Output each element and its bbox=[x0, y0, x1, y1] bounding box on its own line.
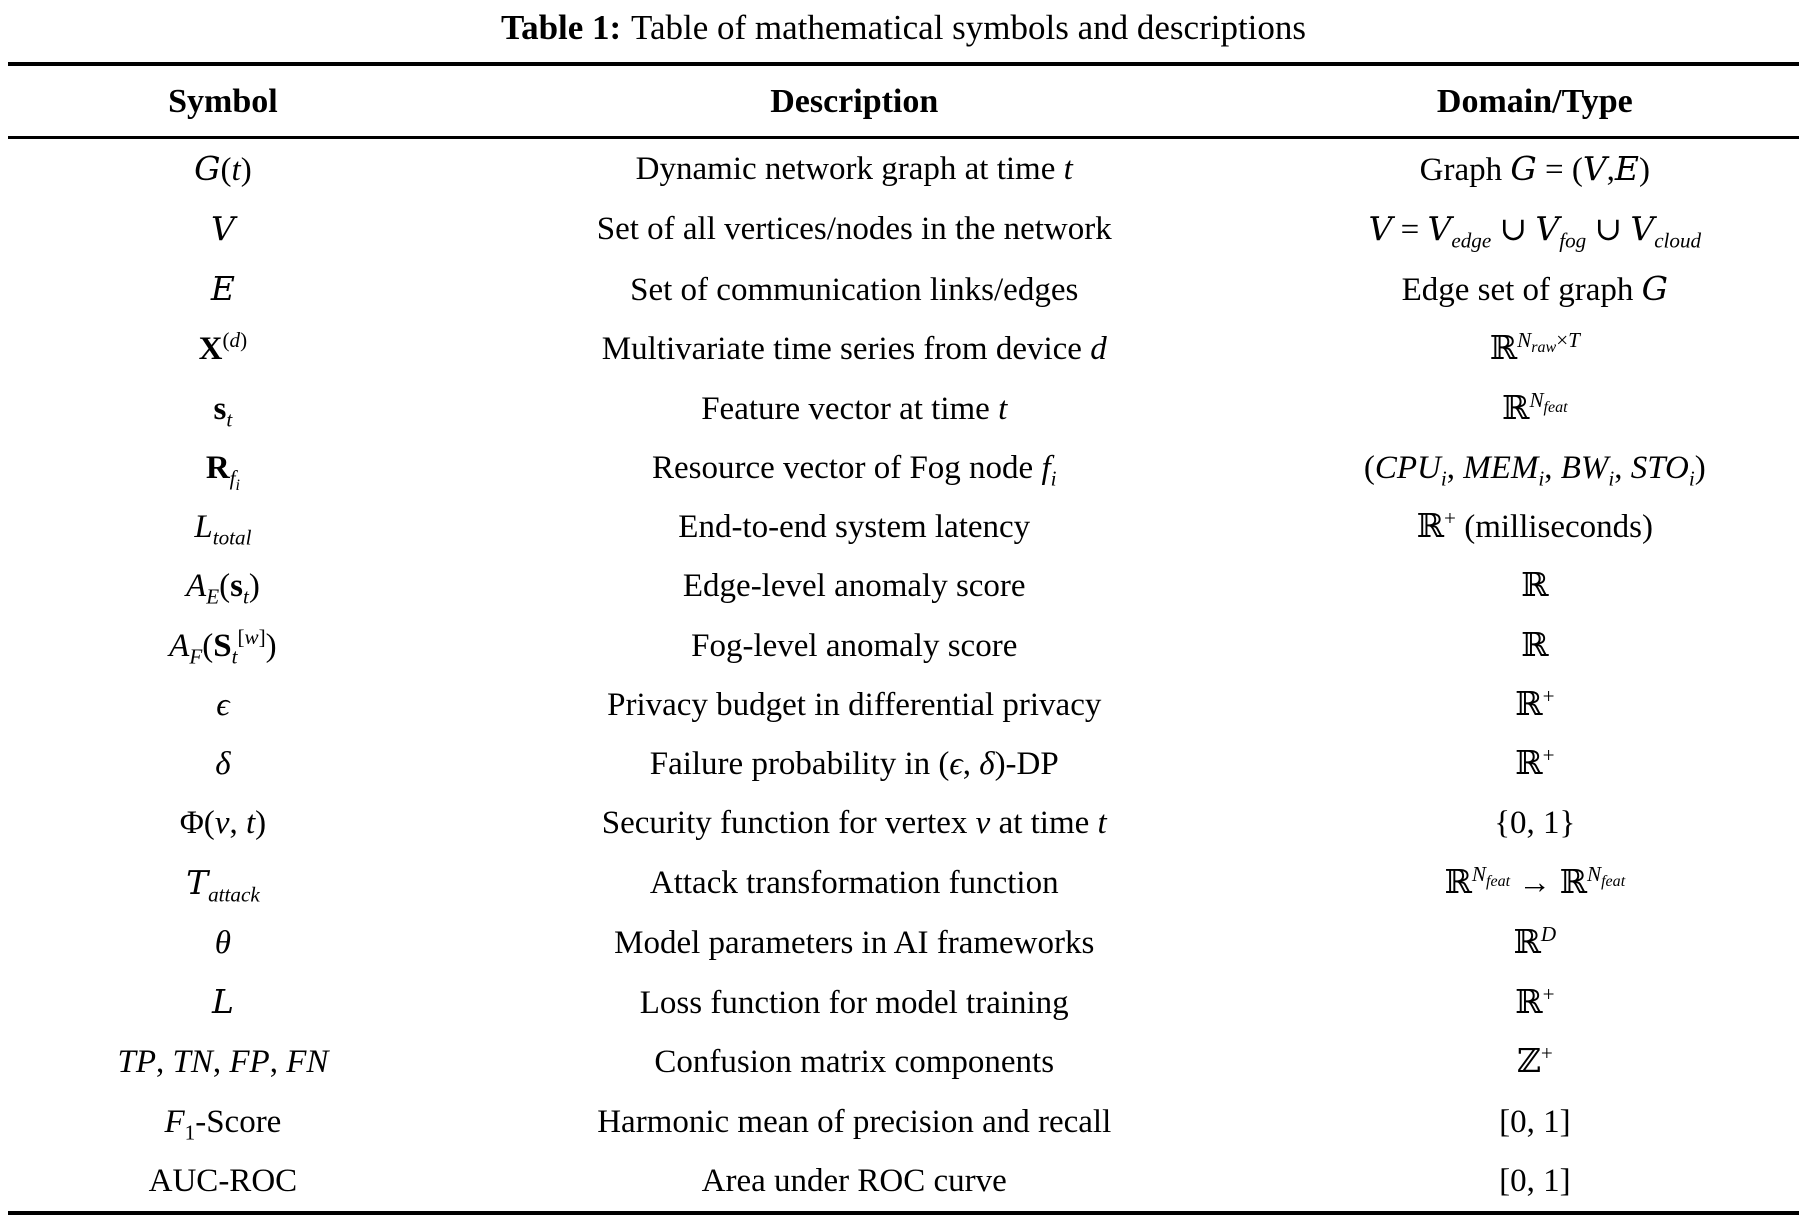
table-row bbox=[8, 973, 1799, 1033]
table-body bbox=[8, 138, 1799, 1213]
cell-symbol: $T_{attack}$ bbox=[186, 862, 260, 907]
cell-symbol: $L_{total}$ bbox=[194, 509, 252, 550]
cell-description: Dynamic network graph at time t bbox=[635, 151, 1073, 187]
cell-domain-type: ℝ$^D$ bbox=[1513, 921, 1557, 961]
cell-domain-type: [0, 1] bbox=[1499, 1162, 1571, 1199]
cell-symbol: θ bbox=[214, 924, 232, 961]
cell-domain-type: ($CPU_i$, $MEM_i$, $BW_i$, $STO_i$) bbox=[1363, 449, 1706, 491]
cell-symbol: $s_t$ bbox=[213, 390, 233, 432]
table-row bbox=[8, 379, 1799, 438]
cell-symbol: $A_E(s_t)$ bbox=[186, 568, 260, 609]
cell-symbol: $X^{(d)}$ bbox=[198, 328, 248, 368]
cell-symbol: ϵ bbox=[216, 686, 230, 723]
cell-domain-type: {0, 1} bbox=[1494, 805, 1576, 842]
table-row bbox=[8, 616, 1799, 675]
cell-symbol: $A_F(S_t[w])$ bbox=[169, 624, 277, 669]
cell-domain-type: ℝ$^{N_{feat}}$ bbox=[1502, 387, 1568, 427]
cell-description: Fog-level anomaly score bbox=[691, 627, 1018, 664]
cell-symbol: V bbox=[210, 208, 235, 248]
cell-description: Set of communication links/edges bbox=[630, 271, 1079, 308]
cell-description: Confusion matrix components bbox=[654, 1044, 1055, 1081]
cell-domain-type: [0, 1] bbox=[1499, 1103, 1571, 1140]
cell-domain-type: ℝ$^{N_{raw}\times T}$ bbox=[1489, 328, 1580, 368]
table-header bbox=[8, 64, 1799, 138]
table-row bbox=[8, 199, 1799, 259]
table-row bbox=[8, 1033, 1799, 1092]
cell-symbol: $F_1$-Score bbox=[164, 1103, 282, 1145]
table-row bbox=[8, 1092, 1799, 1151]
cell-domain-type: Edge set of graph G bbox=[1401, 269, 1669, 308]
column-header-domain-type: Domain/Type bbox=[1271, 64, 1799, 138]
table-row bbox=[8, 260, 1799, 320]
table-row bbox=[8, 675, 1799, 734]
cell-domain-type: ℝ bbox=[1521, 568, 1549, 605]
column-header-symbol: Symbol bbox=[8, 64, 438, 138]
table-caption-label: Table 1: bbox=[500, 8, 622, 47]
table-row bbox=[8, 320, 1799, 379]
cell-description: Set of all vertices/nodes in the network bbox=[596, 211, 1112, 248]
table-row bbox=[8, 735, 1799, 794]
cell-symbol: G(t) bbox=[194, 148, 252, 188]
table-row bbox=[8, 438, 1799, 497]
table-row bbox=[8, 498, 1799, 557]
cell-symbol: Φ(v, t) bbox=[179, 805, 267, 842]
cell-description: Area under ROC curve bbox=[701, 1162, 1007, 1199]
table-row bbox=[8, 138, 1799, 200]
cell-description: Failure probability in (ϵ, δ)-DP bbox=[649, 746, 1059, 782]
cell-description: Attack transformation function bbox=[649, 865, 1059, 901]
cell-symbol: $R_{f_i}$ bbox=[205, 449, 240, 495]
cell-description: Edge-level anomaly score bbox=[682, 568, 1026, 605]
cell-domain-type: ℤ+ bbox=[1516, 1041, 1553, 1081]
table-header-row bbox=[8, 64, 1799, 138]
table-caption bbox=[0, 0, 1807, 62]
cell-description: Loss function for model training bbox=[639, 984, 1069, 1021]
cell-symbol: E bbox=[210, 269, 235, 308]
cell-symbol: TP, TN, FP, FN bbox=[117, 1044, 329, 1081]
cell-domain-type: ℝ+ bbox=[1515, 743, 1555, 782]
cell-description: Feature vector at time t bbox=[701, 390, 1008, 427]
cell-description: Privacy budget in differential privacy bbox=[607, 686, 1102, 723]
cell-symbol: L bbox=[211, 982, 234, 1021]
table-row bbox=[8, 1151, 1799, 1212]
table-row bbox=[8, 794, 1799, 853]
cell-symbol: AUC-ROC bbox=[148, 1162, 298, 1199]
cell-description: Harmonic mean of precision and recall bbox=[597, 1103, 1112, 1140]
table-row bbox=[8, 557, 1799, 616]
cell-domain-type: ℝ$^{N_{feat}}$ → ℝ$^{N_{feat}}$ bbox=[1444, 862, 1626, 901]
symbols-table bbox=[8, 62, 1799, 1215]
cell-domain-type: ℝ+ (milliseconds) bbox=[1416, 506, 1654, 545]
cell-domain-type: ℝ+ bbox=[1515, 683, 1555, 723]
table-row bbox=[8, 913, 1799, 972]
cell-domain-type: $V = V_{edge}$ ∪ $V_{fog}$ ∪ $V_{cloud}$ bbox=[1368, 208, 1702, 253]
column-header-description: Description bbox=[438, 64, 1271, 138]
cell-description: End-to-end system latency bbox=[678, 509, 1031, 545]
cell-domain-type: ℝ+ bbox=[1515, 981, 1555, 1021]
cell-description: Multivariate time series from device d bbox=[601, 331, 1107, 368]
table-row bbox=[8, 853, 1799, 913]
cell-description: Resource vector of Fog node $f_i$ bbox=[651, 449, 1057, 491]
table-caption-text: Table of mathematical symbols and descriptions bbox=[631, 8, 1307, 47]
cell-symbol: δ bbox=[215, 746, 231, 782]
cell-description: Model parameters in AI frameworks bbox=[614, 924, 1095, 961]
cell-description: Security function for vertex v at time t bbox=[601, 805, 1107, 842]
cell-domain-type: Graph G = (V,E) bbox=[1419, 148, 1651, 188]
cell-domain-type: ℝ bbox=[1521, 627, 1549, 664]
